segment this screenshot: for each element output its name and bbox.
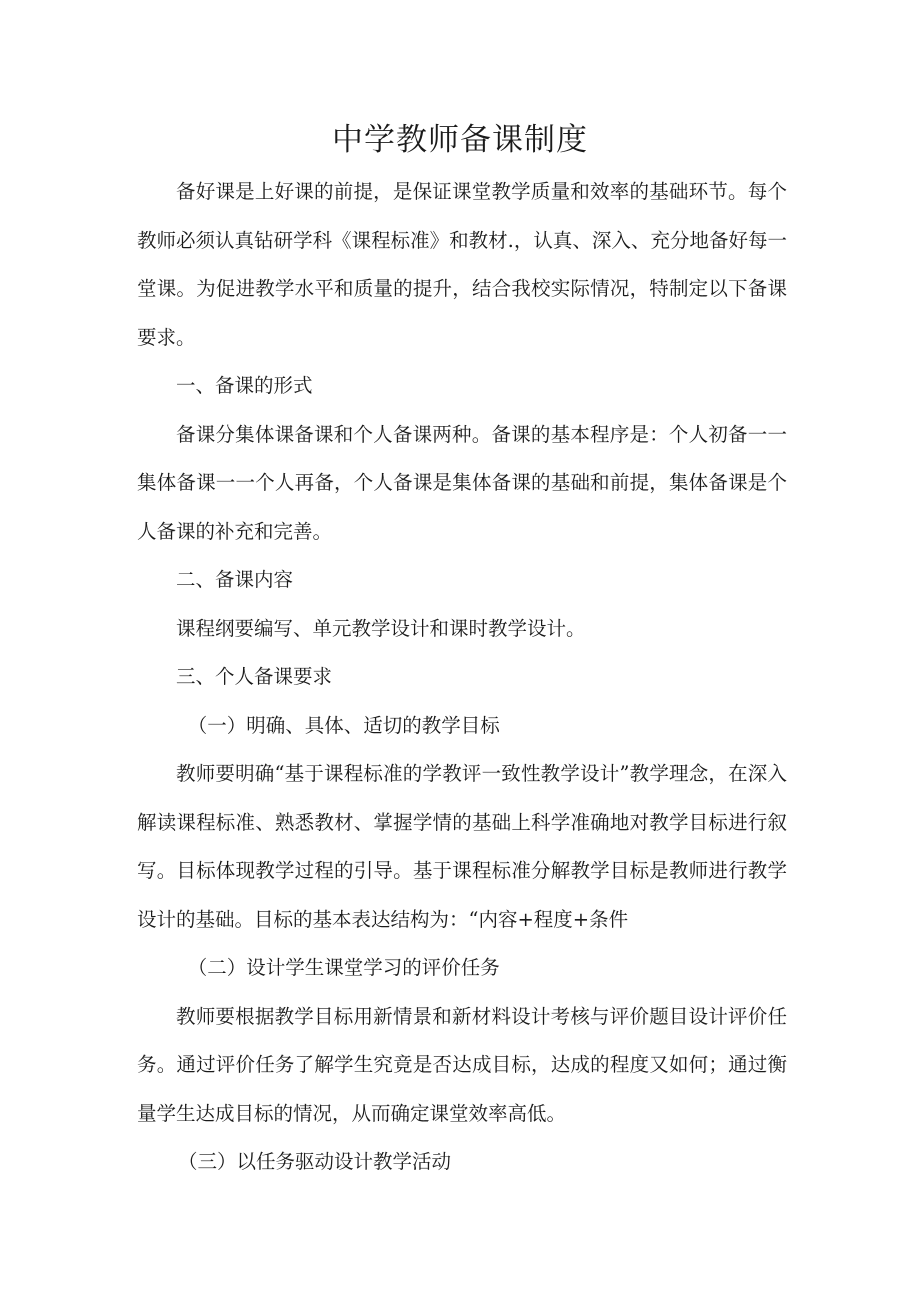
subsection-heading-3: （三）以任务驱动设计教学活动 [177,1150,451,1173]
subsection-heading-1: （一）明确、具体、适切的教学目标 [187,713,500,737]
document-body [137,168,787,1187]
paragraph-form: 备课分集体课备课和个人备课两种。备课的基本程序是：个人初备一一集体备课一一个人再备，个人备课是集体备课的基础和前提，集体备课是个人备课的补充和完善。 [137,422,787,543]
paragraph-content: 课程纲要编写、单元教学设计和课时教学设计。 [176,616,586,640]
document-title: 中学教师备课制度 [332,122,588,158]
section-heading-1: 一、备课的形式 [176,374,313,397]
subsection-heading-2: （二）设计学生课堂学习的评价任务 [187,956,500,979]
paragraph-assessment: 教师要根据教学目标用新情景和新材料设计考核与评价题目设计评价任务。通过评价任务了解学生究竟是否达成目标，达成的程度又如何；通过衡量学生达成目标的情况，从而确定课堂效率高低。 [137,1004,787,1125]
section-heading-3: 三、个人备课要求 [176,665,333,688]
section-heading-2: 二、备课内容 [176,568,294,591]
paragraph-objectives: 教师要明确“基于课程标准的学教评一致性教学设计”教学理念，在深入解读课程标准、熟悉教材、掌握学情的基础上科学准确地对教学目标进行叙写。目标体现教学过程的引导。基于课程标准分解教学目标是教师进行教学设计的基础。目标的基本表达结构为：“内容+程度+条件 [137,762,787,931]
paragraph-intro: 备好课是上好课的前提，是保证课堂教学质量和效率的基础环节。每个教师必须认真钻研学科《课程标准》和教材.，认真、深入、充分地备好每一堂课。为促进教学水平和质量的提升，结合我校实际情况，特制定以下备课要求。 [137,180,787,349]
